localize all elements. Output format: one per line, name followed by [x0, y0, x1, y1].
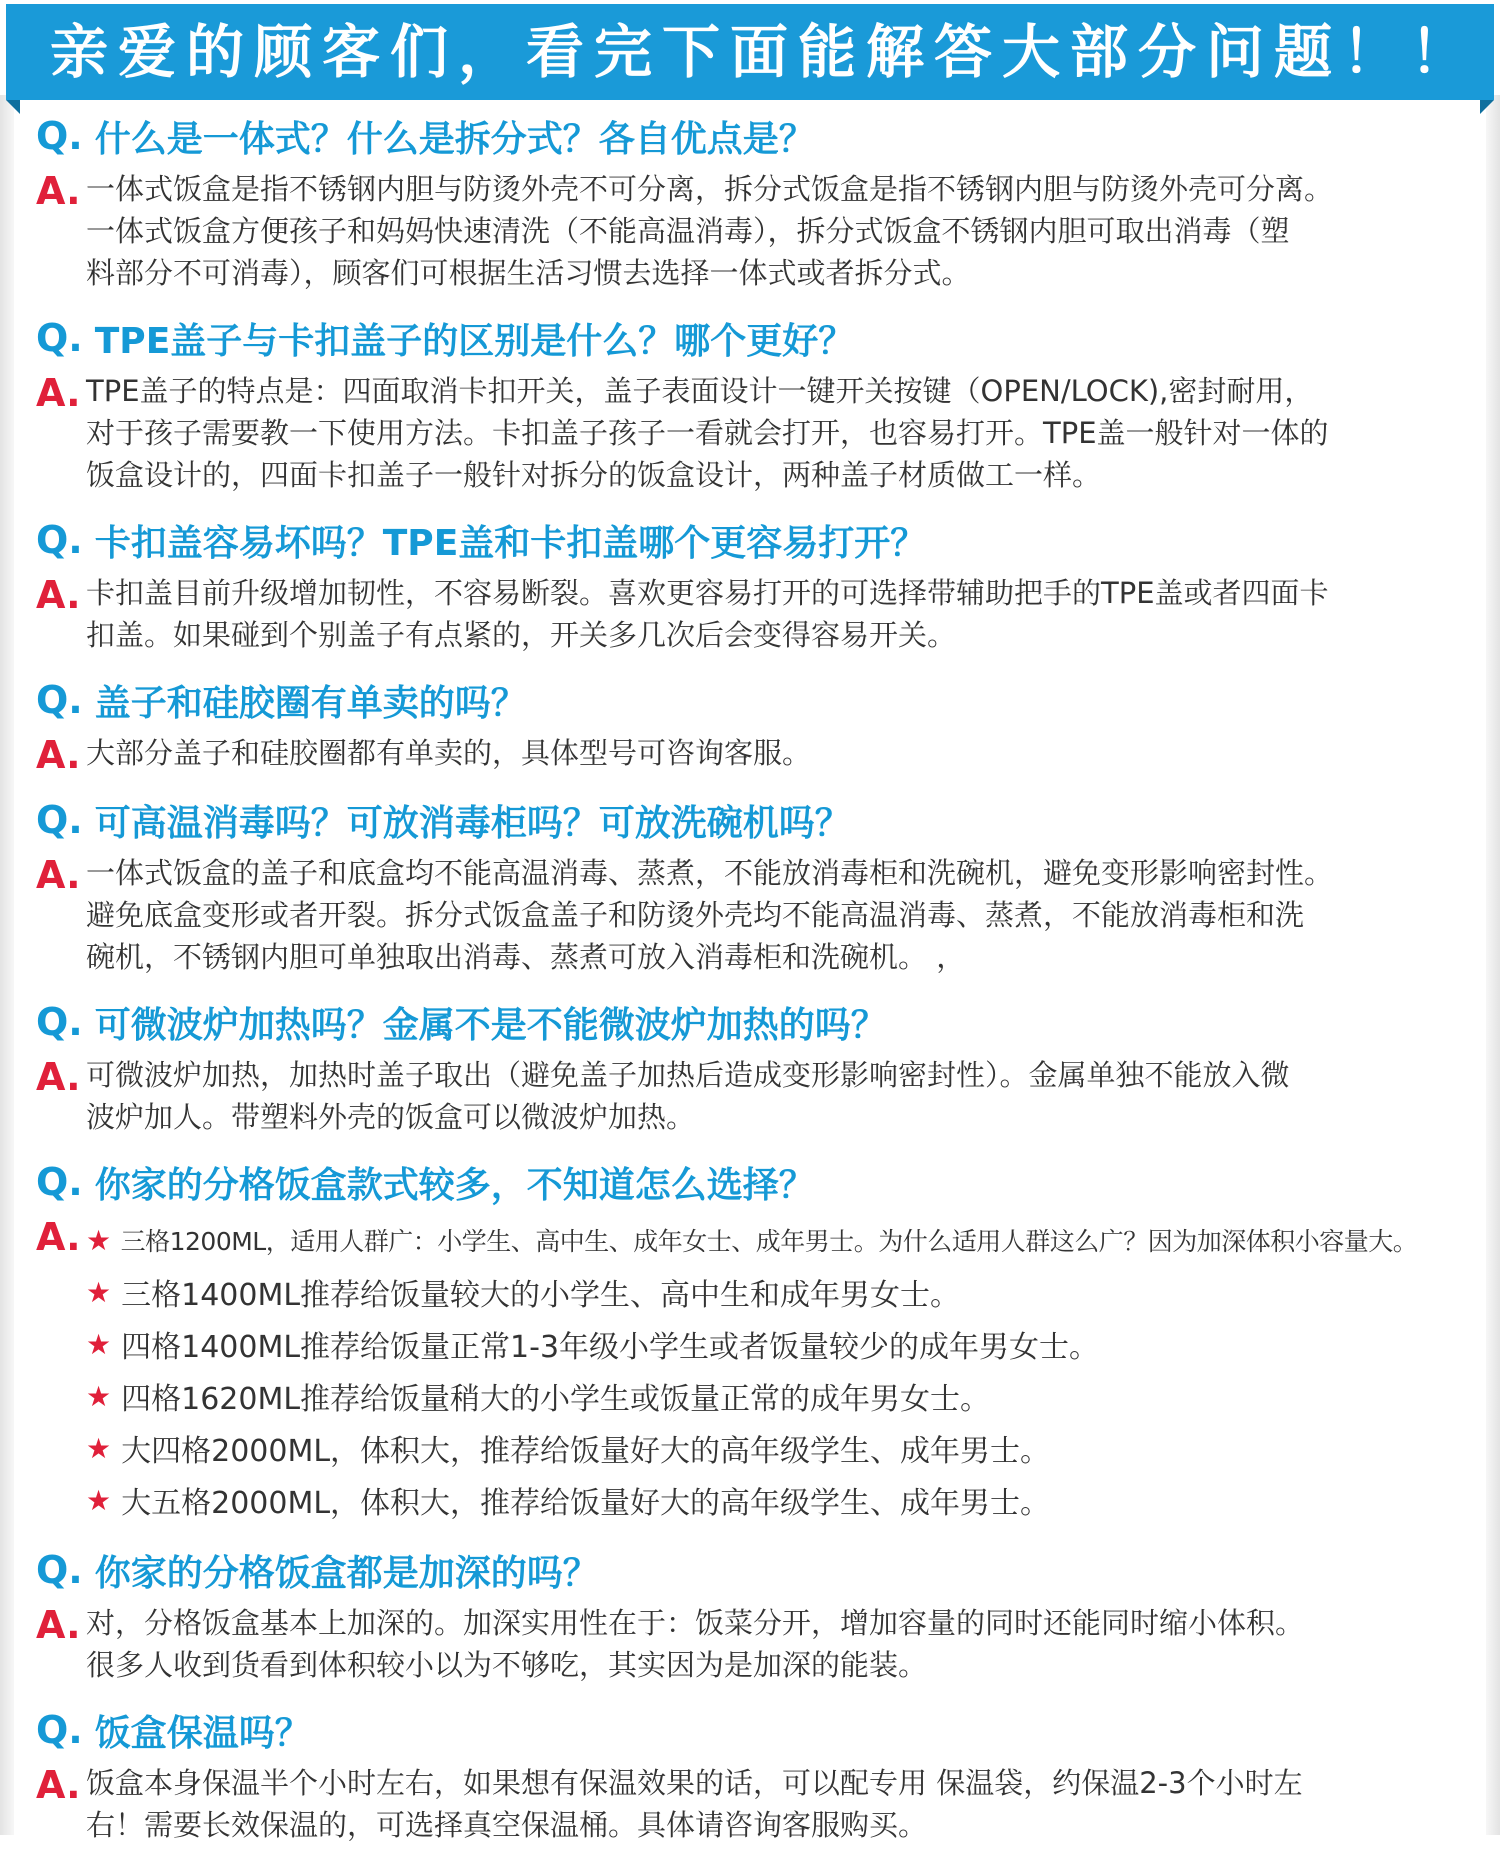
answer-text: 一体式饭盒是指不锈钢内胆与防烫外壳不可分离，拆分式饭盒是指不锈钢内胆与防烫外壳可分离。 一体式饭盒方便孩子和妈妈快速清洗（不能高温消毒），拆分式饭盒不锈钢内胆可取出消毒（塑 料部分不可消毒），顾客们可根据生活习惯去选择一体式或者拆分式。 [86, 172, 1334, 290]
question [36, 508, 1466, 572]
star-icon: ★ [86, 1223, 111, 1257]
question [36, 788, 1466, 852]
star-icon: ★ [86, 1431, 112, 1465]
list-item-text: 大四格2000ML，体积大，推荐给饭量好大的高年级学生、成年男士。 [121, 1434, 1051, 1469]
faq-item [36, 1538, 1466, 1686]
list-item [86, 1422, 1466, 1474]
question [36, 104, 1466, 168]
question [36, 1538, 1466, 1602]
answer-text: 对，分格饭盒基本上加深的。加深实用性在于：饭菜分开，增加容量的同时还能同时缩小体积。 很多人收到货看到体积较小以为不够吃，其实因为是加深的能装。 [86, 1606, 1305, 1682]
answer-marker: A. [36, 1055, 81, 1099]
answer [36, 168, 1466, 294]
answer-marker: A. [36, 733, 81, 777]
question-text: TPE盖子与卡扣盖子的区别是什么？哪个更好？ [94, 320, 855, 362]
answer [36, 370, 1466, 496]
right-page-edge [1486, 95, 1500, 1835]
banner-fold-left [6, 100, 20, 114]
question-marker: Q. [36, 114, 83, 158]
answer-marker: A. [36, 1215, 81, 1259]
star-icon: ★ [86, 1379, 112, 1413]
answer-marker: A. [36, 371, 81, 415]
question [36, 990, 1466, 1054]
question-text: 饭盒保温吗？ [94, 1712, 311, 1754]
list-item-text: 大五格2000ML，体积大，推荐给饭量好大的高年级学生、成年男士。 [121, 1486, 1051, 1521]
question [36, 1698, 1466, 1762]
banner-fold-right [1480, 100, 1494, 114]
answer-bullet-list [86, 1214, 1466, 1526]
list-item [86, 1266, 1466, 1318]
question-marker: Q. [36, 798, 83, 842]
question-text: 什么是一体式？什么是拆分式？各自优点是？ [94, 118, 815, 160]
list-item [86, 1214, 1466, 1266]
faq-item [36, 508, 1466, 656]
answer-text: TPE盖子的特点是：四面取消卡扣开关，盖子表面设计一键开关按键（OPEN/LOCK),密封耐用， 对于孩子需要教一下使用方法。卡扣盖子孩子一看就会打开，也容易打开。TPE盖一般针对一体的 饭盒设计的，四面卡扣盖子一般针对拆分的饭盒设计，两种盖子材质做工一样。 [86, 374, 1329, 492]
answer-marker: A. [36, 169, 81, 213]
answer-marker: A. [36, 1763, 81, 1807]
faq-item [36, 306, 1466, 496]
question [36, 306, 1466, 370]
question-text: 盖子和硅胶圈有单卖的吗？ [94, 682, 527, 724]
answer [36, 732, 1466, 776]
star-icon: ★ [86, 1327, 112, 1361]
faq-item [36, 668, 1466, 776]
answer-marker: A. [36, 573, 81, 617]
question-text: 你家的分格饭盒都是加深的吗？ [94, 1552, 599, 1594]
list-item-text: 三格1400ML推荐给饭量较大的小学生、高中生和成年男女士。 [121, 1278, 961, 1313]
answer [36, 1602, 1466, 1686]
question-marker: Q. [36, 1548, 83, 1592]
answer [36, 1054, 1466, 1138]
answer-marker: A. [36, 1603, 81, 1647]
question-text: 你家的分格饭盒款式较多，不知道怎么选择？ [94, 1164, 815, 1206]
faq-item [36, 788, 1466, 978]
faq-list [36, 104, 1466, 1858]
header-banner [6, 4, 1494, 100]
answer [36, 572, 1466, 656]
list-item-text: 四格1400ML推荐给饭量正常1-3年级小学生或者饭量较少的成年男女士。 [121, 1330, 1100, 1365]
question-marker: Q. [36, 518, 83, 562]
list-item-text: 三格1200ML，适用人群广：小学生、高中生、成年女士、成年男士。为什么适用人群这么广？因为加深体积小容量大。 [120, 1227, 1418, 1256]
faq-item [36, 104, 1466, 294]
answer [36, 1214, 1466, 1526]
left-page-edge [0, 95, 14, 1835]
faq-item [36, 1150, 1466, 1526]
header-title: 亲爱的顾客们，看完下面能解答大部分问题！！ [50, 18, 1479, 86]
question-marker: Q. [36, 1000, 83, 1044]
faq-item [36, 1698, 1466, 1846]
list-item [86, 1318, 1466, 1370]
answer-text: 饭盒本身保温半个小时左右，如果想有保温效果的话，可以配专用 保温袋，约保温2-3个小时左 右！需要长效保温的，可选择真空保温桶。具体请咨询客服购买。 [86, 1766, 1303, 1842]
list-item [86, 1474, 1466, 1526]
answer-text: 一体式饭盒的盖子和底盒均不能高温消毒、蒸煮，不能放消毒柜和洗碗机，避免变形影响密封性。 避免底盒变形或者开裂。拆分式饭盒盖子和防烫外壳均不能高温消毒、蒸煮，不能放消毒柜和洗 碗机，不锈钢内胆可单独取出消毒、蒸煮可放入消毒柜和洗碗机。 ， [86, 856, 1334, 974]
answer [36, 852, 1466, 978]
star-icon: ★ [86, 1275, 112, 1309]
star-icon: ★ [86, 1483, 112, 1517]
question [36, 1150, 1466, 1214]
answer-text: 可微波炉加热，加热时盖子取出（避免盖子加热后造成变形影响密封性）。金属单独不能放入微 波炉加人。带塑料外壳的饭盒可以微波炉加热。 [86, 1058, 1290, 1134]
question-text: 卡扣盖容易坏吗？TPE盖和卡扣盖哪个更容易打开？ [94, 522, 927, 564]
question-marker: Q. [36, 678, 83, 722]
question [36, 668, 1466, 732]
question-marker: Q. [36, 1708, 83, 1752]
answer-text: 大部分盖子和硅胶圈都有单卖的，具体型号可咨询客服。 [86, 736, 812, 770]
list-item [86, 1370, 1466, 1422]
question-marker: Q. [36, 316, 83, 360]
faq-item [36, 990, 1466, 1138]
list-item-text: 四格1620ML推荐给饭量稍大的小学生或饭量正常的成年男女士。 [121, 1382, 991, 1417]
question-text: 可微波炉加热吗？金属不是不能微波炉加热的吗？ [94, 1004, 887, 1046]
question-text: 可高温消毒吗？可放消毒柜吗？可放洗碗机吗？ [94, 802, 851, 844]
question-marker: Q. [36, 1160, 83, 1204]
answer-marker: A. [36, 853, 81, 897]
answer-text: 卡扣盖目前升级增加韧性，不容易断裂。喜欢更容易打开的可选择带辅助把手的TPE盖或者四面卡 扣盖。如果碰到个别盖子有点紧的，开关多几次后会变得容易开关。 [86, 576, 1329, 652]
answer [36, 1762, 1466, 1846]
